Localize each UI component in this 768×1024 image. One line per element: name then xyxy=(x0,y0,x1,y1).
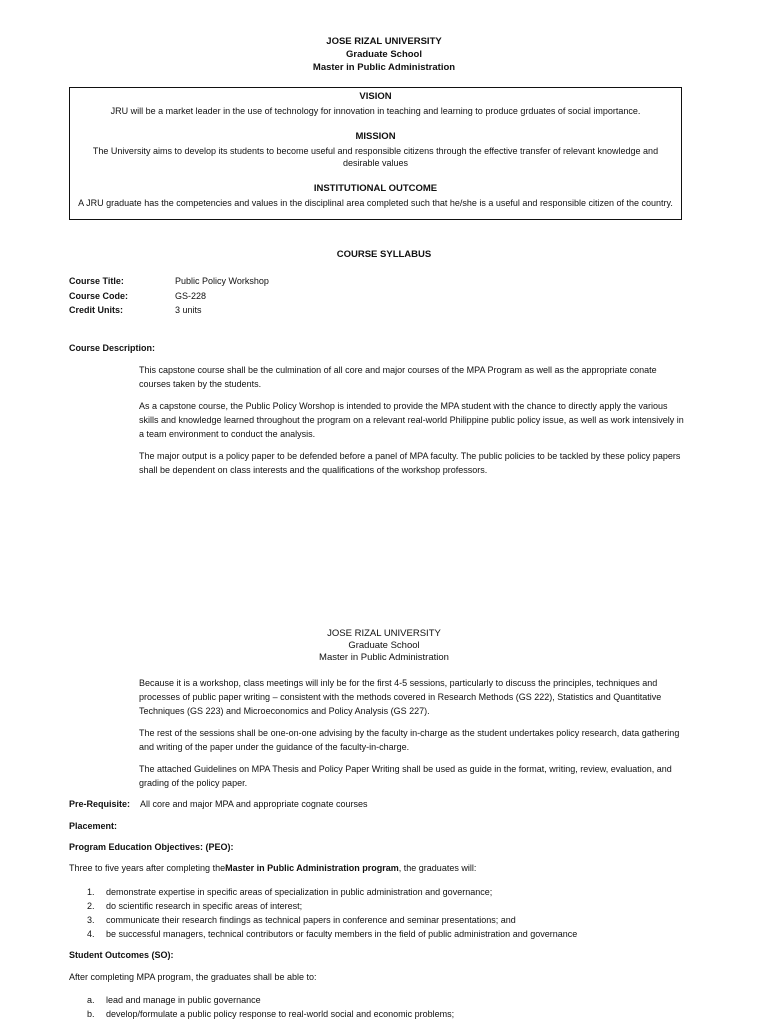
course-description-label: Course Description: xyxy=(69,343,156,353)
workshop-paragraph: The rest of the sessions shall be one-on-one advising by the faculty in-charge as the student undertakes policy research, data gathering and writing of the paper under the guidance of the faculty-in-charge. xyxy=(139,728,680,752)
list-item-number: 1. xyxy=(87,887,95,897)
list-item xyxy=(87,927,707,941)
outcome-text: A JRU graduate has the competencies and values in the disciplinal area completed such that he/she is a useful and responsible citizen of the country. xyxy=(78,197,673,208)
description-paragraph: As a capstone course, the Public Policy Worshop is intended to provide the MPA student with the chance to directly apply the various skills and knowledge learned throughout the program on a relevant real-world Philippine public policy issue, as well as work intensively in a team environment to conduct the analysis. xyxy=(139,401,684,439)
list-item-text: be successful managers, technical contributors or faculty members in the field of public administration and governance xyxy=(106,929,578,939)
university-name: JOSE RIZAL UNIVERSITY xyxy=(327,628,441,639)
list-item-letter: a. xyxy=(87,995,95,1005)
course-title-value: Public Policy Workshop xyxy=(175,276,269,286)
credit-units-label: Credit Units: xyxy=(69,305,123,315)
description-paragraph: This capstone course shall be the culmination of all core and major courses of the MPA Program as well as the appropriate conate courses taken by the students. xyxy=(139,365,657,389)
vision-title: VISION xyxy=(359,91,392,102)
peo-intro-program: Master in Public Administration program xyxy=(225,863,399,873)
list-item-text: lead and manage in public governance xyxy=(106,995,261,1005)
list-item-text: communicate their research findings as technical papers in conference and seminar presentations; and xyxy=(106,915,516,925)
program-name: Master in Public Administration xyxy=(319,652,449,663)
so-intro: After completing MPA program, the graduates shall be able to: xyxy=(69,972,317,982)
peo-list xyxy=(87,885,707,941)
syllabus-title: COURSE SYLLABUS xyxy=(336,249,432,260)
course-code-label: Course Code: xyxy=(69,291,129,301)
university-name: JOSE RIZAL UNIVERSITY xyxy=(326,36,442,47)
list-item xyxy=(87,1007,707,1021)
list-item xyxy=(87,993,707,1007)
prerequisite-value: All core and major MPA and appropriate cognate courses xyxy=(140,799,368,809)
workshop-paragraph: Because it is a workshop, class meetings will inly be for the first 4-5 sessions, particularly to discuss the principles, techniques and processes of public paper writing – consistent with the methods covered in Research Methods (GS 222), Statistics and Quantitative Techniques (GS 223) and Microeconomics and Policy Analysis (GS 227). xyxy=(139,678,662,716)
list-item xyxy=(87,899,707,913)
so-list xyxy=(87,993,707,1021)
list-item-letter: b. xyxy=(87,1009,95,1019)
course-title-label: Course Title: xyxy=(69,276,124,286)
program-name: Master in Public Administration xyxy=(312,62,456,73)
mission-text: The University aims to develop its students to become useful and responsible citizens through the effective transfer of relevant knowledge and desirable values xyxy=(92,145,659,168)
list-item xyxy=(87,885,707,899)
credit-units-value: 3 units xyxy=(175,305,202,315)
peo-intro-text: Three to five years after completing the xyxy=(69,863,226,873)
list-item-number: 2. xyxy=(87,901,95,911)
list-item-number: 3. xyxy=(87,915,95,925)
workshop-paragraph: The attached Guidelines on MPA Thesis and Policy Paper Writing shall be used as guide in the format, writing, review, evaluation, and grading of the policy paper. xyxy=(139,764,672,788)
description-paragraph: The major output is a policy paper to be defended before a panel of MPA faculty. The public policies to be tackled by these policy papers shall be dependent on class interests and the qualifications of the workshop professors. xyxy=(139,451,681,475)
mission-title: MISSION xyxy=(355,130,396,142)
peo-intro-tail: , the graduates will: xyxy=(398,863,477,873)
school-name: Graduate School xyxy=(345,49,422,60)
school-name: Graduate School xyxy=(348,640,420,651)
outcome-title: INSTITUTIONAL OUTCOME xyxy=(313,182,438,194)
so-label: Student Outcomes (SO): xyxy=(69,950,174,960)
list-item-text: do scientific research in specific areas of interest; xyxy=(106,901,303,911)
vision-mission-box xyxy=(69,87,682,220)
peo-label: Program Education Objectives: (PEO): xyxy=(69,842,234,852)
list-item-text: demonstrate expertise in specific areas of specialization in public administration and governance; xyxy=(106,887,493,897)
course-code-value: GS-228 xyxy=(175,291,207,301)
list-item-number: 4. xyxy=(87,929,95,939)
list-item-text: develop/formulate a public policy response to real-world social and economic problems; xyxy=(106,1009,455,1019)
list-item xyxy=(87,913,707,927)
prerequisite-label: Pre-Requisite: xyxy=(69,799,131,809)
vision-text: JRU will be a market leader in the use of technology for innovation in teaching and learning to produce grduates of social importance. xyxy=(110,106,641,116)
placement-label: Placement: xyxy=(69,821,118,831)
peo-intro xyxy=(69,863,476,873)
